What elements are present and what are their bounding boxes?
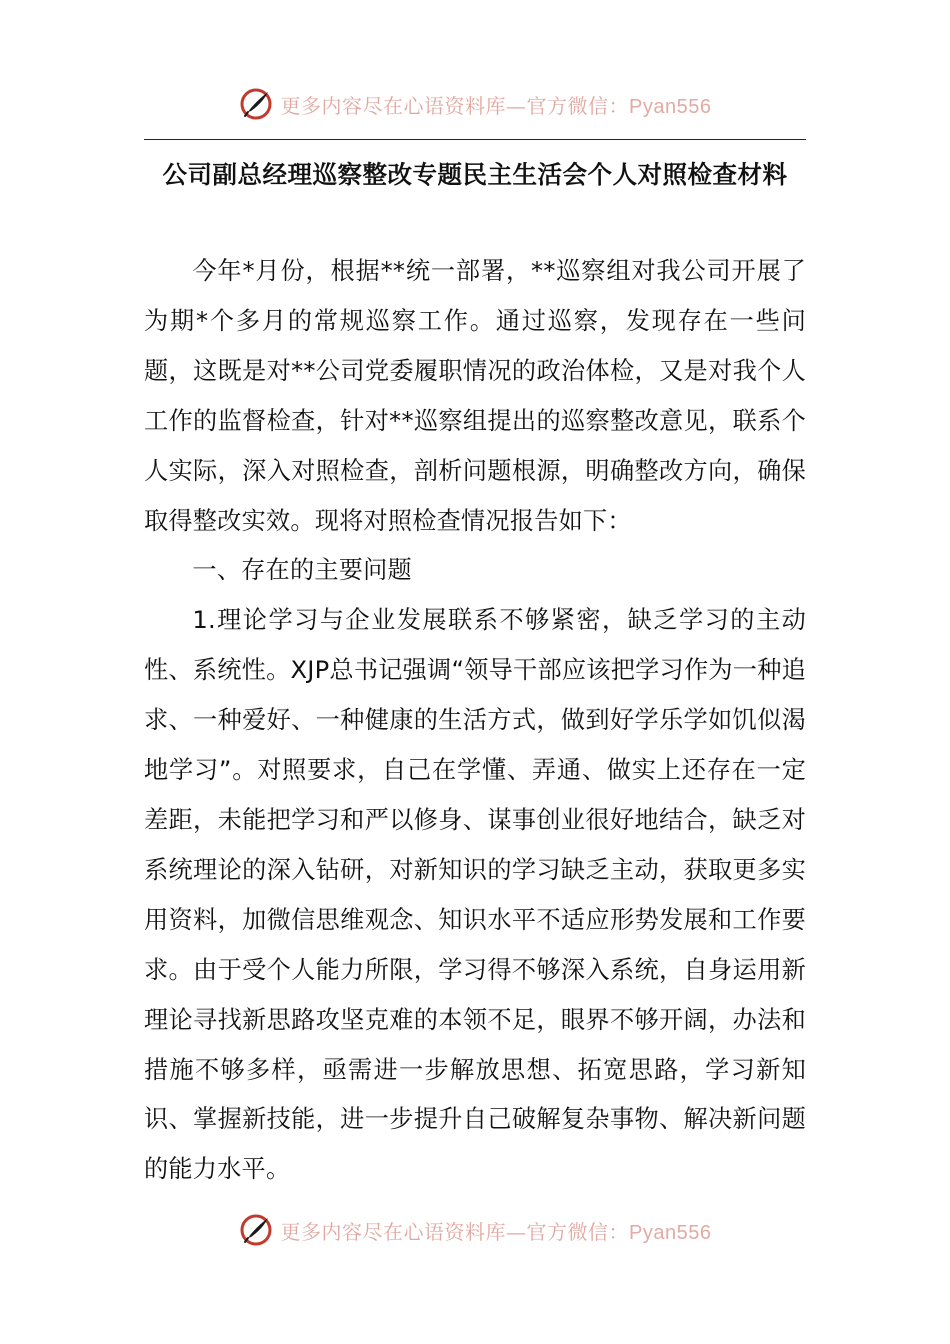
footer-banner-inner — [239, 1213, 712, 1247]
footer-banner-text — [281, 1216, 712, 1245]
quill-pen-logo-icon — [239, 1213, 273, 1247]
footer-banner-wechat-id: Pyan556 — [629, 1221, 712, 1244]
quill-pen-logo-icon — [239, 87, 273, 121]
document-body — [144, 247, 806, 1195]
footer-watermark-banner — [0, 1208, 950, 1252]
section-heading: 一、存在的主要问题 — [192, 556, 412, 585]
header-banner-inner — [239, 87, 712, 121]
header-divider — [144, 139, 806, 140]
problem-one-paragraph: 1.理论学习与企业发展联系不够紧密，缺乏学习的主动性、系统性。XJP总书记强调“领导干部应该把学习作为一种追求、一种爱好、一种健康的生活方式，做到好学乐学如饥似渴地学习”。对照要求，自己在学懂、弄通、做实上还存在一定差距，未能把学习和严以修身、谋事创业很好地结合，缺乏对系统理论的深入钻研，对新知识的学习缺乏主动，获取更多实用资料，加微信思维观念、知识水平不适应形势发展和工作要求。由于受个人能力所限，学习得不够深入系统，自身运用新理论寻找新思路攻坚克难的本领不足，眼界不够开阔，办法和措施不够多样，亟需进一步解放思想、拓宽思路，学习新知识、掌握新技能，进一步提升自己破解复杂事物、解决新问题的能力水平。 — [144, 606, 806, 1184]
header-watermark-banner — [0, 82, 950, 126]
header-banner-wechat-id: Pyan556 — [629, 95, 712, 118]
document-title: 公司副总经理巡察整改专题民主生活会个人对照检查材料 — [162, 160, 788, 189]
header-banner-label: 更多内容尽在心语资料库—官方微信： — [280, 93, 630, 118]
header-banner-text — [281, 90, 712, 119]
footer-banner-label: 更多内容尽在心语资料库—官方微信： — [280, 1219, 630, 1244]
intro-paragraph: 今年*月份，根据**统一部署，**巡察组对我公司开展了为期*个多月的常规巡察工作。通过巡察，发现存在一些问题，这既是对**公司党委履职情况的政治体检，又是对我个人工作的监督检查，针对**巡察组提出的巡察整改意见，联系个人实际，深入对照检查，剖析问题根源，明确整改方向，确保取得整改实效。现将对照检查情况报告如下： — [144, 257, 806, 535]
